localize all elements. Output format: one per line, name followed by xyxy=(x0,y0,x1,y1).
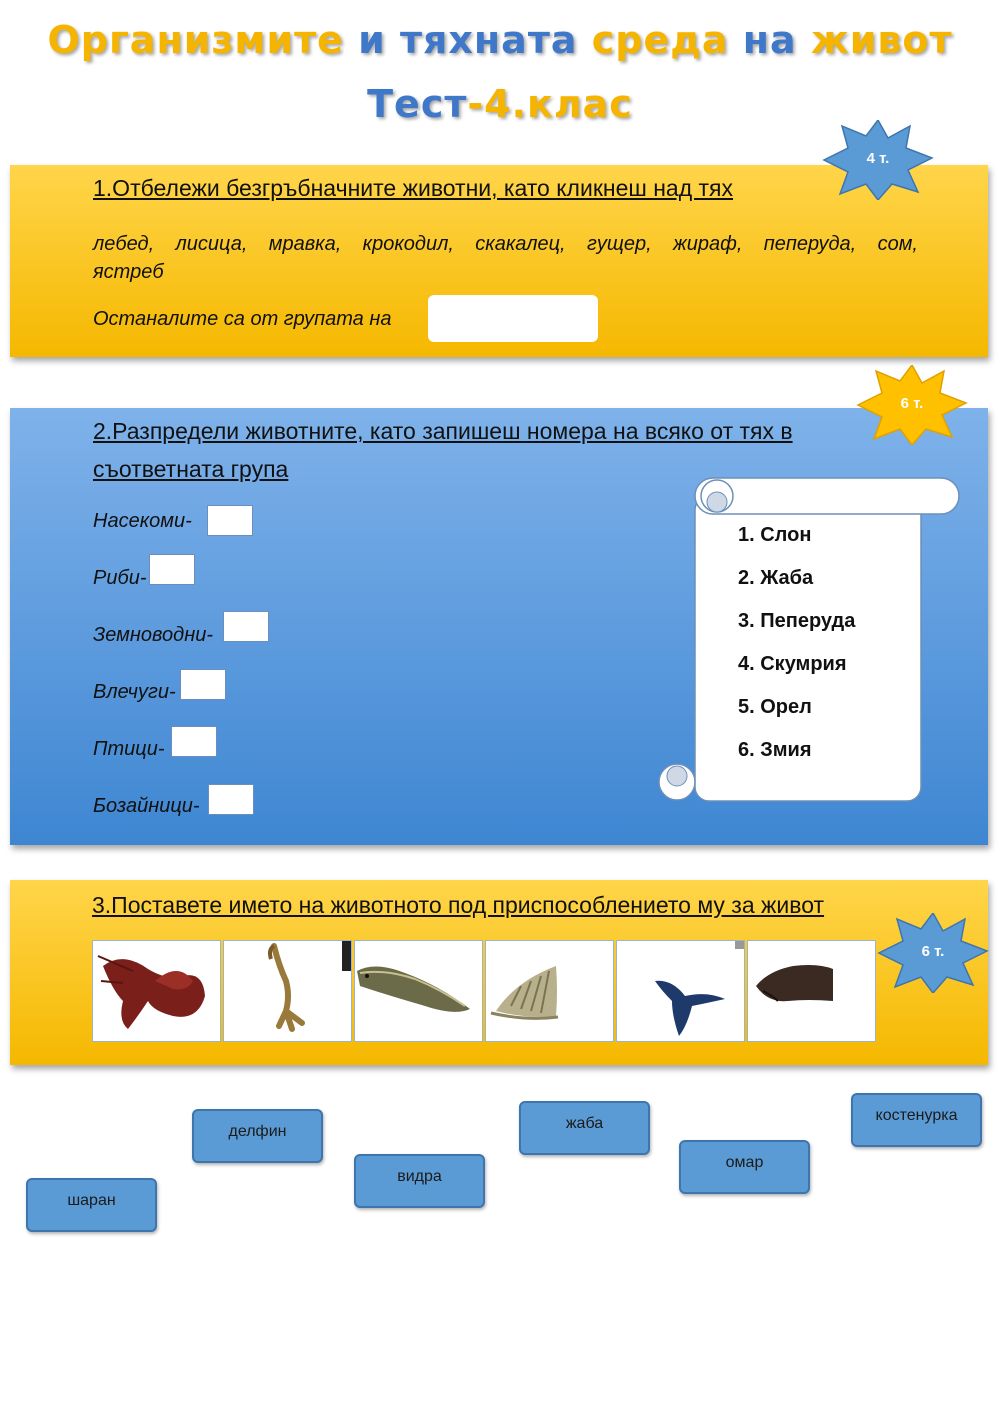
animal-item: 1. Слон xyxy=(738,524,812,546)
group-label-reptiles: Влечуги- xyxy=(93,681,176,703)
animal-item: 3. Пеперуда xyxy=(738,610,856,632)
word-list xyxy=(93,227,918,261)
points-label: 4 т. xyxy=(866,150,890,167)
points-badge-q3 xyxy=(877,913,989,993)
image-fish-body[interactable] xyxy=(354,940,483,1042)
animal-item: 6. Змия xyxy=(738,739,812,761)
fish-body-icon xyxy=(355,941,482,1041)
image-otter-tail[interactable] xyxy=(747,940,876,1042)
group-input-reptiles[interactable] xyxy=(180,669,226,700)
animal-item: 4. Скумрия xyxy=(738,653,847,675)
title-word: и xyxy=(343,18,400,62)
word-yastreb[interactable]: ястреб xyxy=(93,261,164,283)
page-title xyxy=(0,18,1000,62)
title-word: живот xyxy=(796,18,953,62)
title-word: на xyxy=(742,18,797,62)
animal-item: 2. Жаба xyxy=(738,567,814,589)
title-word: тяхната xyxy=(399,18,578,62)
tile-omar[interactable]: омар xyxy=(679,1140,810,1194)
word-krokodil[interactable]: крокодил, xyxy=(362,233,454,255)
tile-sharan[interactable]: шаран xyxy=(26,1178,157,1232)
group-label-insects: Насекоми- xyxy=(93,510,192,532)
points-label: 6 т. xyxy=(900,395,924,412)
word-som[interactable]: сом, xyxy=(877,233,918,255)
word-yastreb-line xyxy=(93,261,164,284)
points-badge-q1 xyxy=(822,120,934,200)
subtitle-word: -4.клас xyxy=(467,82,633,126)
image-turtle-shell[interactable] xyxy=(485,940,614,1042)
otter-tail-icon xyxy=(748,941,875,1041)
image-lobster-claw[interactable] xyxy=(92,940,221,1042)
word-lebed[interactable]: лебед, xyxy=(93,233,155,255)
question-3-title: 3.Поставете името на животното под приспособлението му за живот xyxy=(92,892,825,918)
group-input-birds[interactable] xyxy=(171,726,217,757)
tile-zhaba[interactable]: жаба xyxy=(519,1101,650,1155)
remaining-label: Останалите са от групата на xyxy=(93,308,392,330)
lobster-claw-icon xyxy=(93,941,220,1041)
group-input-mammals[interactable] xyxy=(208,784,254,815)
group-input-insects[interactable] xyxy=(207,505,253,536)
question-2-title-line1: 2.Разпредели животните, като запишеш номера на всяко от тях в xyxy=(93,418,793,444)
question-3-panel xyxy=(10,880,988,1065)
word-zhiraf[interactable]: жираф, xyxy=(673,233,743,255)
tile-kostenurka[interactable]: костенурка xyxy=(851,1093,982,1147)
dolphin-tail-icon xyxy=(617,941,744,1041)
points-badge-q2 xyxy=(856,365,968,445)
tile-vidra[interactable]: видра xyxy=(354,1154,485,1208)
turtle-shell-icon xyxy=(486,941,613,1041)
animal-item: 5. Орел xyxy=(738,696,812,718)
image-frog-leg[interactable] xyxy=(223,940,352,1042)
title-word: среда xyxy=(577,18,743,62)
question-1-title: 1.Отбележи безгръбначните животни, като кликнеш над тях xyxy=(93,175,734,201)
group-label-mammals: Бозайници- xyxy=(93,795,200,817)
question-2-panel xyxy=(10,408,988,845)
word-mravka[interactable]: мравка, xyxy=(268,233,342,255)
points-label: 6 т. xyxy=(921,943,945,960)
group-label-fish: Риби- xyxy=(93,567,147,589)
question-2-title-line2: съответната група xyxy=(93,456,289,482)
frog-leg-icon xyxy=(224,941,351,1041)
image-dolphin-tail[interactable] xyxy=(616,940,745,1042)
word-gushter[interactable]: гущер, xyxy=(586,233,652,255)
group-label-birds: Птици- xyxy=(93,738,165,760)
word-peperuda[interactable]: пеперуда, xyxy=(763,233,857,255)
group-input-fish[interactable] xyxy=(149,554,195,585)
group-label-amphibians: Земноводни- xyxy=(93,624,213,646)
word-lisitsa[interactable]: лисица, xyxy=(175,233,248,255)
remaining-group-input[interactable] xyxy=(428,295,598,342)
group-input-amphibians[interactable] xyxy=(223,611,269,642)
subtitle-word: Тест xyxy=(367,82,468,126)
tile-delfin[interactable]: делфин xyxy=(192,1109,323,1163)
word-skakalets[interactable]: скакалец, xyxy=(475,233,566,255)
animal-list xyxy=(738,524,855,782)
title-word: Организмите xyxy=(47,18,344,62)
